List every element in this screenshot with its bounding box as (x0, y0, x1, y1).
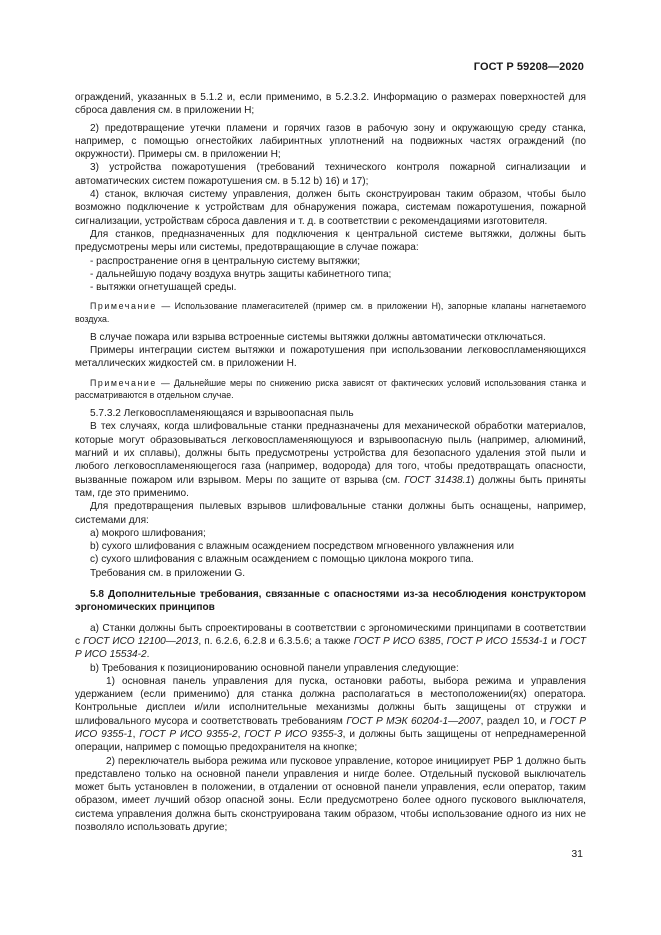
paragraph (75, 420, 586, 500)
list-item: - распространение огня в центральную систему вытяжки; (90, 255, 361, 267)
note (75, 300, 586, 324)
text-run: 1) основная панель управления для пуска, остановки работы, выбора режима и управления удержанием (если применимо) для станка должна располагаться в местоположении(ях) оператора. Контрольные дисплеи и/или исполнительные механизмы должны быть защищены от стружки и шлифовального мусора и соответствовать требованиям (75, 675, 586, 727)
paragraph: Для станков, предназначенных для подключения к центральной системе вытяжки, должны быть предусмотрены меры или системы, предотвращающие в случае пожара: (75, 228, 586, 254)
text-run: ) должны быть приняты там, где это применимо. (75, 474, 586, 499)
page-number: 31 (571, 848, 583, 860)
note-text: — Использование пламегасителей (пример см. в приложении Н), запорные клапаны нагнетаемого воздуха. (75, 301, 586, 324)
standard-reference: ГОСТ Р ИСО 9355-2 (139, 728, 238, 740)
note-text: — Дальнейшие меры по снижению риска зависят от фактических условий использования станка и рассматриваются в отдельном случае. (75, 377, 586, 400)
paragraph: В случае пожара или взрыва встроенные системы вытяжки должны автоматически отключаться. (90, 331, 546, 343)
standard-reference: ГОСТ Р ИСО 15534-1 (446, 635, 549, 647)
paragraph: 2) предотвращение утечки пламени и горячих газов в рабочую зону и окружающую среду станка, например, с помощью огнестойких лабиринтных уплотнений на подвижных частях ограждений (по окружности). Примеры см. в приложении Н; (75, 122, 586, 161)
standard-reference: ГОСТ Р ИСО 9355-3 (244, 728, 343, 740)
list-item: - дальнейшую подачу воздуха внутрь защиты кабинетного типа; (90, 268, 392, 280)
paragraph: ограждений, указанных в 5.1.2 и, если применимо, в 5.2.3.2. Информацию о размерах поверхностей для сброса давления см. в приложении Н; (75, 92, 586, 117)
paragraph: 2) переключатель выбора режима или пусковое управление, которое инициирует РБР 1 должно быть представлено только на основной панели управления и нигде более. Отдельный пусковой выключатель может быть установлен в положении, в отдалении от основной панели управления, если оператор, таким образом, имеет лучший обзор опасной зоны. Если предусмотрено более одного пускового выключателя, система управления должна быть сконструирована таким образом, чтобы использование одного из них не позволяло использовать другие; (75, 755, 586, 834)
standard-reference: ГОСТ ИСО 12100—2013 (83, 635, 199, 647)
standard-reference: ГОСТ Р МЭК 60204-1—2007 (346, 715, 481, 727)
text-run: В тех случаях, когда шлифовальные станки предназначены для механической обработки материалов, которые могут образовываться легковоспламеняющуюся и взрывоопасную пыль (например, алюминий, магний и их сплавы), должны быть предусмотрены устройства для безопасного удаления этой пыли и любого легковоспламеняющегося газа (например, водорода) для того, чтобы предотвращать опасности, вызванные пожаром или взрывом. Меры по защите от взрыва (см. (75, 421, 586, 486)
text-run: , раздел 10, и (480, 715, 550, 727)
note (75, 377, 586, 401)
list-item: c) сухого шлифования с влажным осаждением с помощью циклона мокрого типа. (90, 554, 474, 566)
document-header: ГОСТ Р 59208—2020 (473, 61, 584, 73)
paragraph: 4) станок, включая систему управления, должен быть сконструирован таким образом, чтобы было возможно подключение к устройствам для обнаружения пожара, системам пожаротушения, пожарной сигнализации, устройствам сброса давления и т. д. в соответствии с рекомендациями изготовителя. (75, 189, 586, 227)
text-run: , (132, 728, 140, 740)
standard-reference: ГОСТ Р ИСО 6385 (353, 635, 441, 647)
standard-reference: ГОСТ Р ИСО 15534-2 (75, 635, 586, 661)
subsection-title: 5.7.3.2 Легковоспламеняющаяся и взрывоопасная пыль (90, 408, 354, 420)
page-body (75, 91, 586, 834)
standard-reference: ГОСТ 31438.1 (404, 474, 472, 486)
standard-reference: ГОСТ Р ИСО 9355-1 (75, 715, 586, 740)
paragraph (75, 622, 586, 662)
note-label: Примечание (90, 377, 157, 388)
note-label: Примечание (90, 301, 157, 312)
paragraph: Для предотвращения пылевых взрывов шлифовальные станки должны быть оснащены, например, системами для: (75, 501, 586, 526)
text-run: , (237, 728, 245, 740)
text-run: . (146, 649, 150, 661)
paragraph: b) Требования к позиционированию основной панели управления следующие: (90, 662, 459, 674)
text-run: , и должны быть защищены от непреднамеренной операции, например с помощью предохранителя на кнопке; (75, 728, 587, 754)
paragraph (75, 675, 586, 755)
list-item: - вытяжки огнетушащей среды. (90, 282, 237, 294)
text-run: и (548, 635, 560, 647)
list-item: a) мокрого шлифования; (90, 527, 206, 539)
paragraph: 3) устройства пожаротушения (требований технического контроля пожарной сигнализации и автоматических систем пожаротушения см. в 5.12 b) 16) и 17); (75, 162, 586, 187)
paragraph: Примеры интеграции систем вытяжки и пожаротушения при использовании легковоспламеняющихся металлических жидкостей см. в приложении Н. (75, 345, 586, 370)
list-item: b) сухого шлифования с влажным осаждением посредством мгновенного увлажнения или (90, 541, 514, 553)
text-run: , (440, 635, 447, 647)
section-heading: 5.8 Дополнительные требования, связанные с опасностями из-за несоблюдения конструктором эргономических принципов (75, 589, 586, 614)
text-run: a) Станки должны быть спроектированы в соответствии с эргономическими принципами в соответствии с (75, 622, 586, 647)
text-run: , п. 6.2.6, 6.2.8 и 6.3.5.6; а также (198, 635, 354, 647)
paragraph: Требования см. в приложении G. (90, 567, 246, 579)
